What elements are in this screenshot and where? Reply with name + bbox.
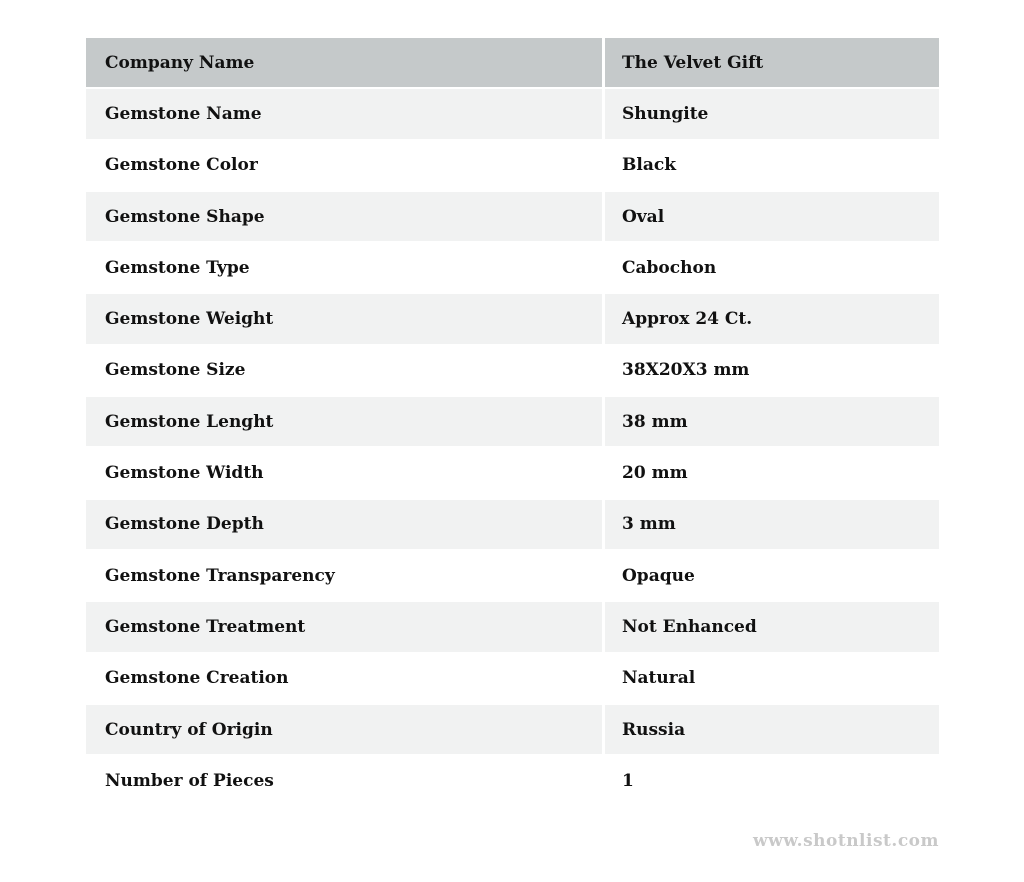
row-value-cell: Not Enhanced — [605, 602, 939, 651]
row-value-cell: 3 mm — [605, 500, 939, 549]
row-value-cell: Opaque — [605, 551, 939, 600]
row-value-cell: Natural — [605, 654, 939, 703]
row-value-cell: Cabochon — [605, 243, 939, 292]
header-value-cell: The Velvet Gift — [605, 38, 939, 87]
row-label-cell: Gemstone Creation — [86, 654, 602, 703]
header-label-cell: Company Name — [86, 38, 602, 87]
row-label-cell: Gemstone Width — [86, 448, 602, 497]
table-row — [86, 654, 939, 703]
table-row — [86, 551, 939, 600]
table-row — [86, 141, 939, 190]
table-row — [86, 500, 939, 549]
table-row — [86, 89, 939, 138]
table-row — [86, 448, 939, 497]
table-row — [86, 705, 939, 754]
row-label-cell: Gemstone Name — [86, 89, 602, 138]
watermark-text: www.shotnlist.com — [752, 831, 939, 851]
table-row — [86, 243, 939, 292]
row-label-cell: Gemstone Size — [86, 346, 602, 395]
row-value-cell: Oval — [605, 192, 939, 241]
row-value-cell: Approx 24 Ct. — [605, 294, 939, 343]
row-label-cell: Gemstone Transparency — [86, 551, 602, 600]
row-label-cell: Gemstone Lenght — [86, 397, 602, 446]
row-label-cell: Gemstone Depth — [86, 500, 602, 549]
table-row — [86, 346, 939, 395]
row-label-cell: Gemstone Color — [86, 141, 602, 190]
gemstone-spec-table — [86, 38, 939, 805]
row-label-cell: Gemstone Shape — [86, 192, 602, 241]
row-value-cell: Shungite — [605, 89, 939, 138]
row-label-cell: Number of Pieces — [86, 756, 602, 805]
row-value-cell: 1 — [605, 756, 939, 805]
row-value-cell: 20 mm — [605, 448, 939, 497]
table-header-row — [86, 38, 939, 87]
table-row — [86, 294, 939, 343]
table-row — [86, 756, 939, 805]
row-value-cell: 38 mm — [605, 397, 939, 446]
table-row — [86, 397, 939, 446]
table-row — [86, 602, 939, 651]
table-row — [86, 192, 939, 241]
row-label-cell: Country of Origin — [86, 705, 602, 754]
row-value-cell: Black — [605, 141, 939, 190]
row-label-cell: Gemstone Treatment — [86, 602, 602, 651]
row-value-cell: Russia — [605, 705, 939, 754]
row-value-cell: 38X20X3 mm — [605, 346, 939, 395]
row-label-cell: Gemstone Weight — [86, 294, 602, 343]
row-label-cell: Gemstone Type — [86, 243, 602, 292]
